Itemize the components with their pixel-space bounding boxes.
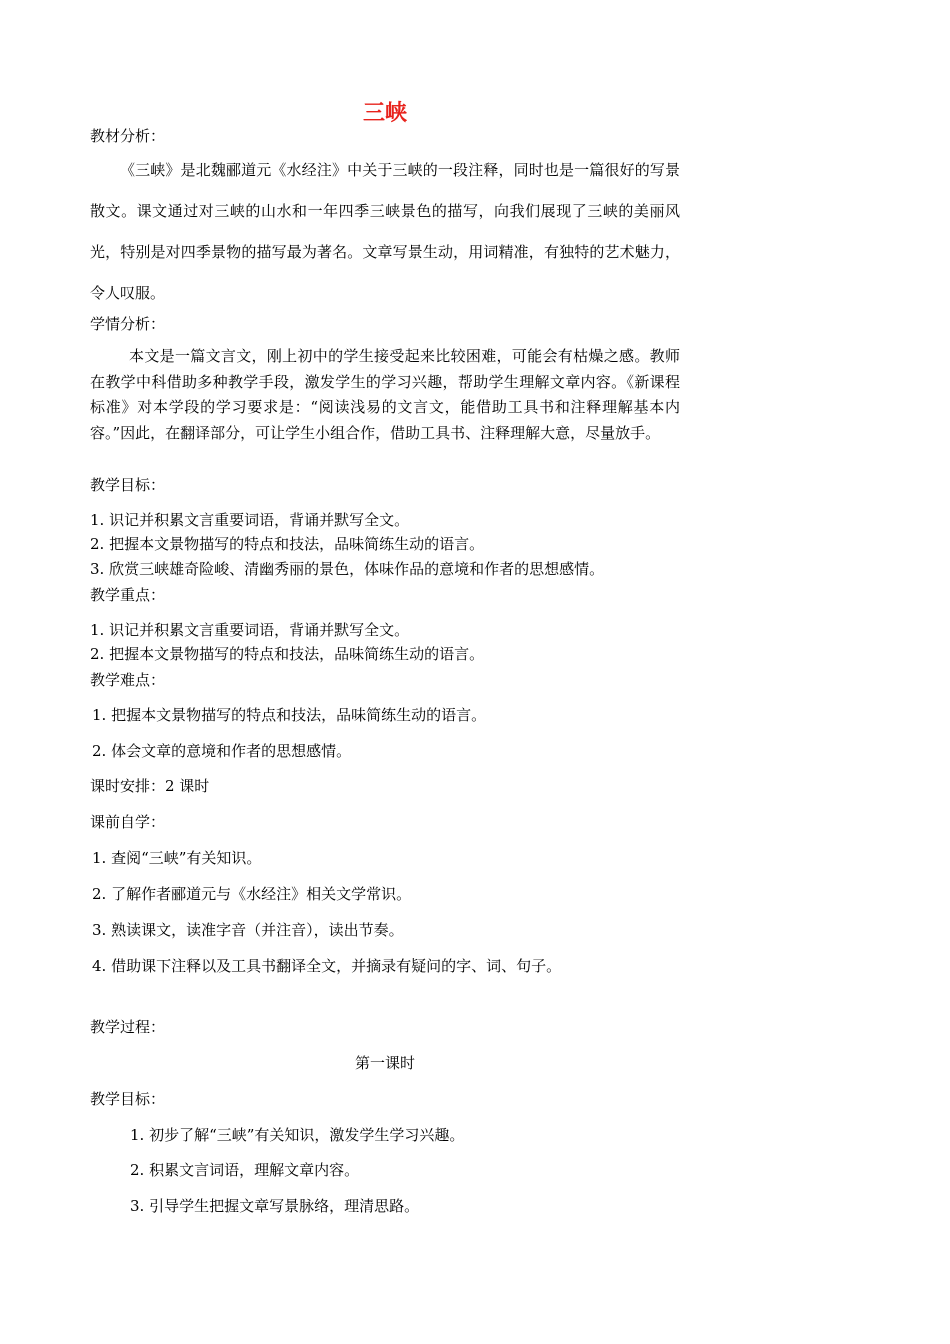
- difficulty-item: 2. 体会文章的意境和作者的思想感情。: [92, 742, 352, 760]
- lesson-title: 第一课时: [354, 1054, 415, 1072]
- difficulties-heading: 教学难点：: [90, 671, 166, 689]
- student-analysis-heading: 学情分析：: [90, 315, 166, 333]
- lesson-objectives-heading: 教学目标：: [90, 1090, 166, 1108]
- difficulty-item: 1. 把握本文景物描写的特点和技法，品味简练生动的语言。: [92, 706, 487, 724]
- pre-study-item: 3. 熟读课文，读准字音（并注音），读出节奏。: [92, 921, 404, 939]
- objective-item: 1. 识记并积累文言重要词语，背诵并默写全文。: [90, 511, 410, 529]
- pre-study-heading: 课前自学：: [90, 813, 166, 831]
- lesson-objective-item: 3. 引导学生把握文章写景脉络，理清思路。: [130, 1197, 420, 1215]
- lesson-objective-item: 1. 初步了解“三峡”有关知识，激发学生学习兴趣。: [130, 1126, 465, 1144]
- objective-item: 3. 欣赏三峡雄奇险峻、清幽秀丽的景色，体味作品的意境和作者的思想感情。: [90, 560, 605, 578]
- objective-item: 2. 把握本文景物描写的特点和技法，品味简练生动的语言。: [90, 535, 485, 553]
- schedule-text: 课时安排：2 课时: [90, 777, 210, 795]
- process-heading: 教学过程：: [90, 1018, 166, 1036]
- key-point-item: 2. 把握本文景物描写的特点和技法，品味简练生动的语言。: [90, 645, 485, 663]
- material-analysis-text: 《三峡》是北魏郦道元《水经注》中关于三峡的一段注释，同时也是一篇很好的写景散文。课文通过对三峡的山水和一年四季三峡景色的描写，向我们展现了三峡的美丽风光，特别是对四季景物的描写最为著名。文章写景生动，用词精准，有独特的艺术魅力，令人叹服。: [90, 161, 680, 302]
- pre-study-item: 1. 查阅“三峡”有关知识。: [92, 849, 262, 867]
- key-points-heading: 教学重点：: [90, 586, 166, 604]
- lesson-objective-item: 2. 积累文言词语，理解文章内容。: [130, 1161, 360, 1179]
- objectives-heading: 教学目标：: [90, 476, 166, 494]
- pre-study-item: 4. 借助课下注释以及工具书翻译全文，并摘录有疑问的字、词、句子。: [92, 957, 562, 975]
- material-analysis-heading: 教材分析：: [90, 127, 166, 145]
- pre-study-item: 2. 了解作者郦道元与《水经注》相关文学常识。: [92, 885, 412, 903]
- key-point-item: 1. 识记并积累文言重要词语，背诵并默写全文。: [90, 621, 410, 639]
- student-analysis-text: 本文是一篇文言文，刚上初中的学生接受起来比较困难，可能会有枯燥之感。教师在教学中科借助多种教学手段，激发学生的学习兴趣，帮助学生理解文章内容。《新课程标准》对本学段的学习要求是：“阅读浅易的文言文，能借助工具书和注释理解基本内容。”因此，在翻译部分，可让学生小组合作，借助工具书、注释理解大意，尽量放手。: [90, 347, 680, 442]
- page-title: 三峡: [362, 101, 407, 126]
